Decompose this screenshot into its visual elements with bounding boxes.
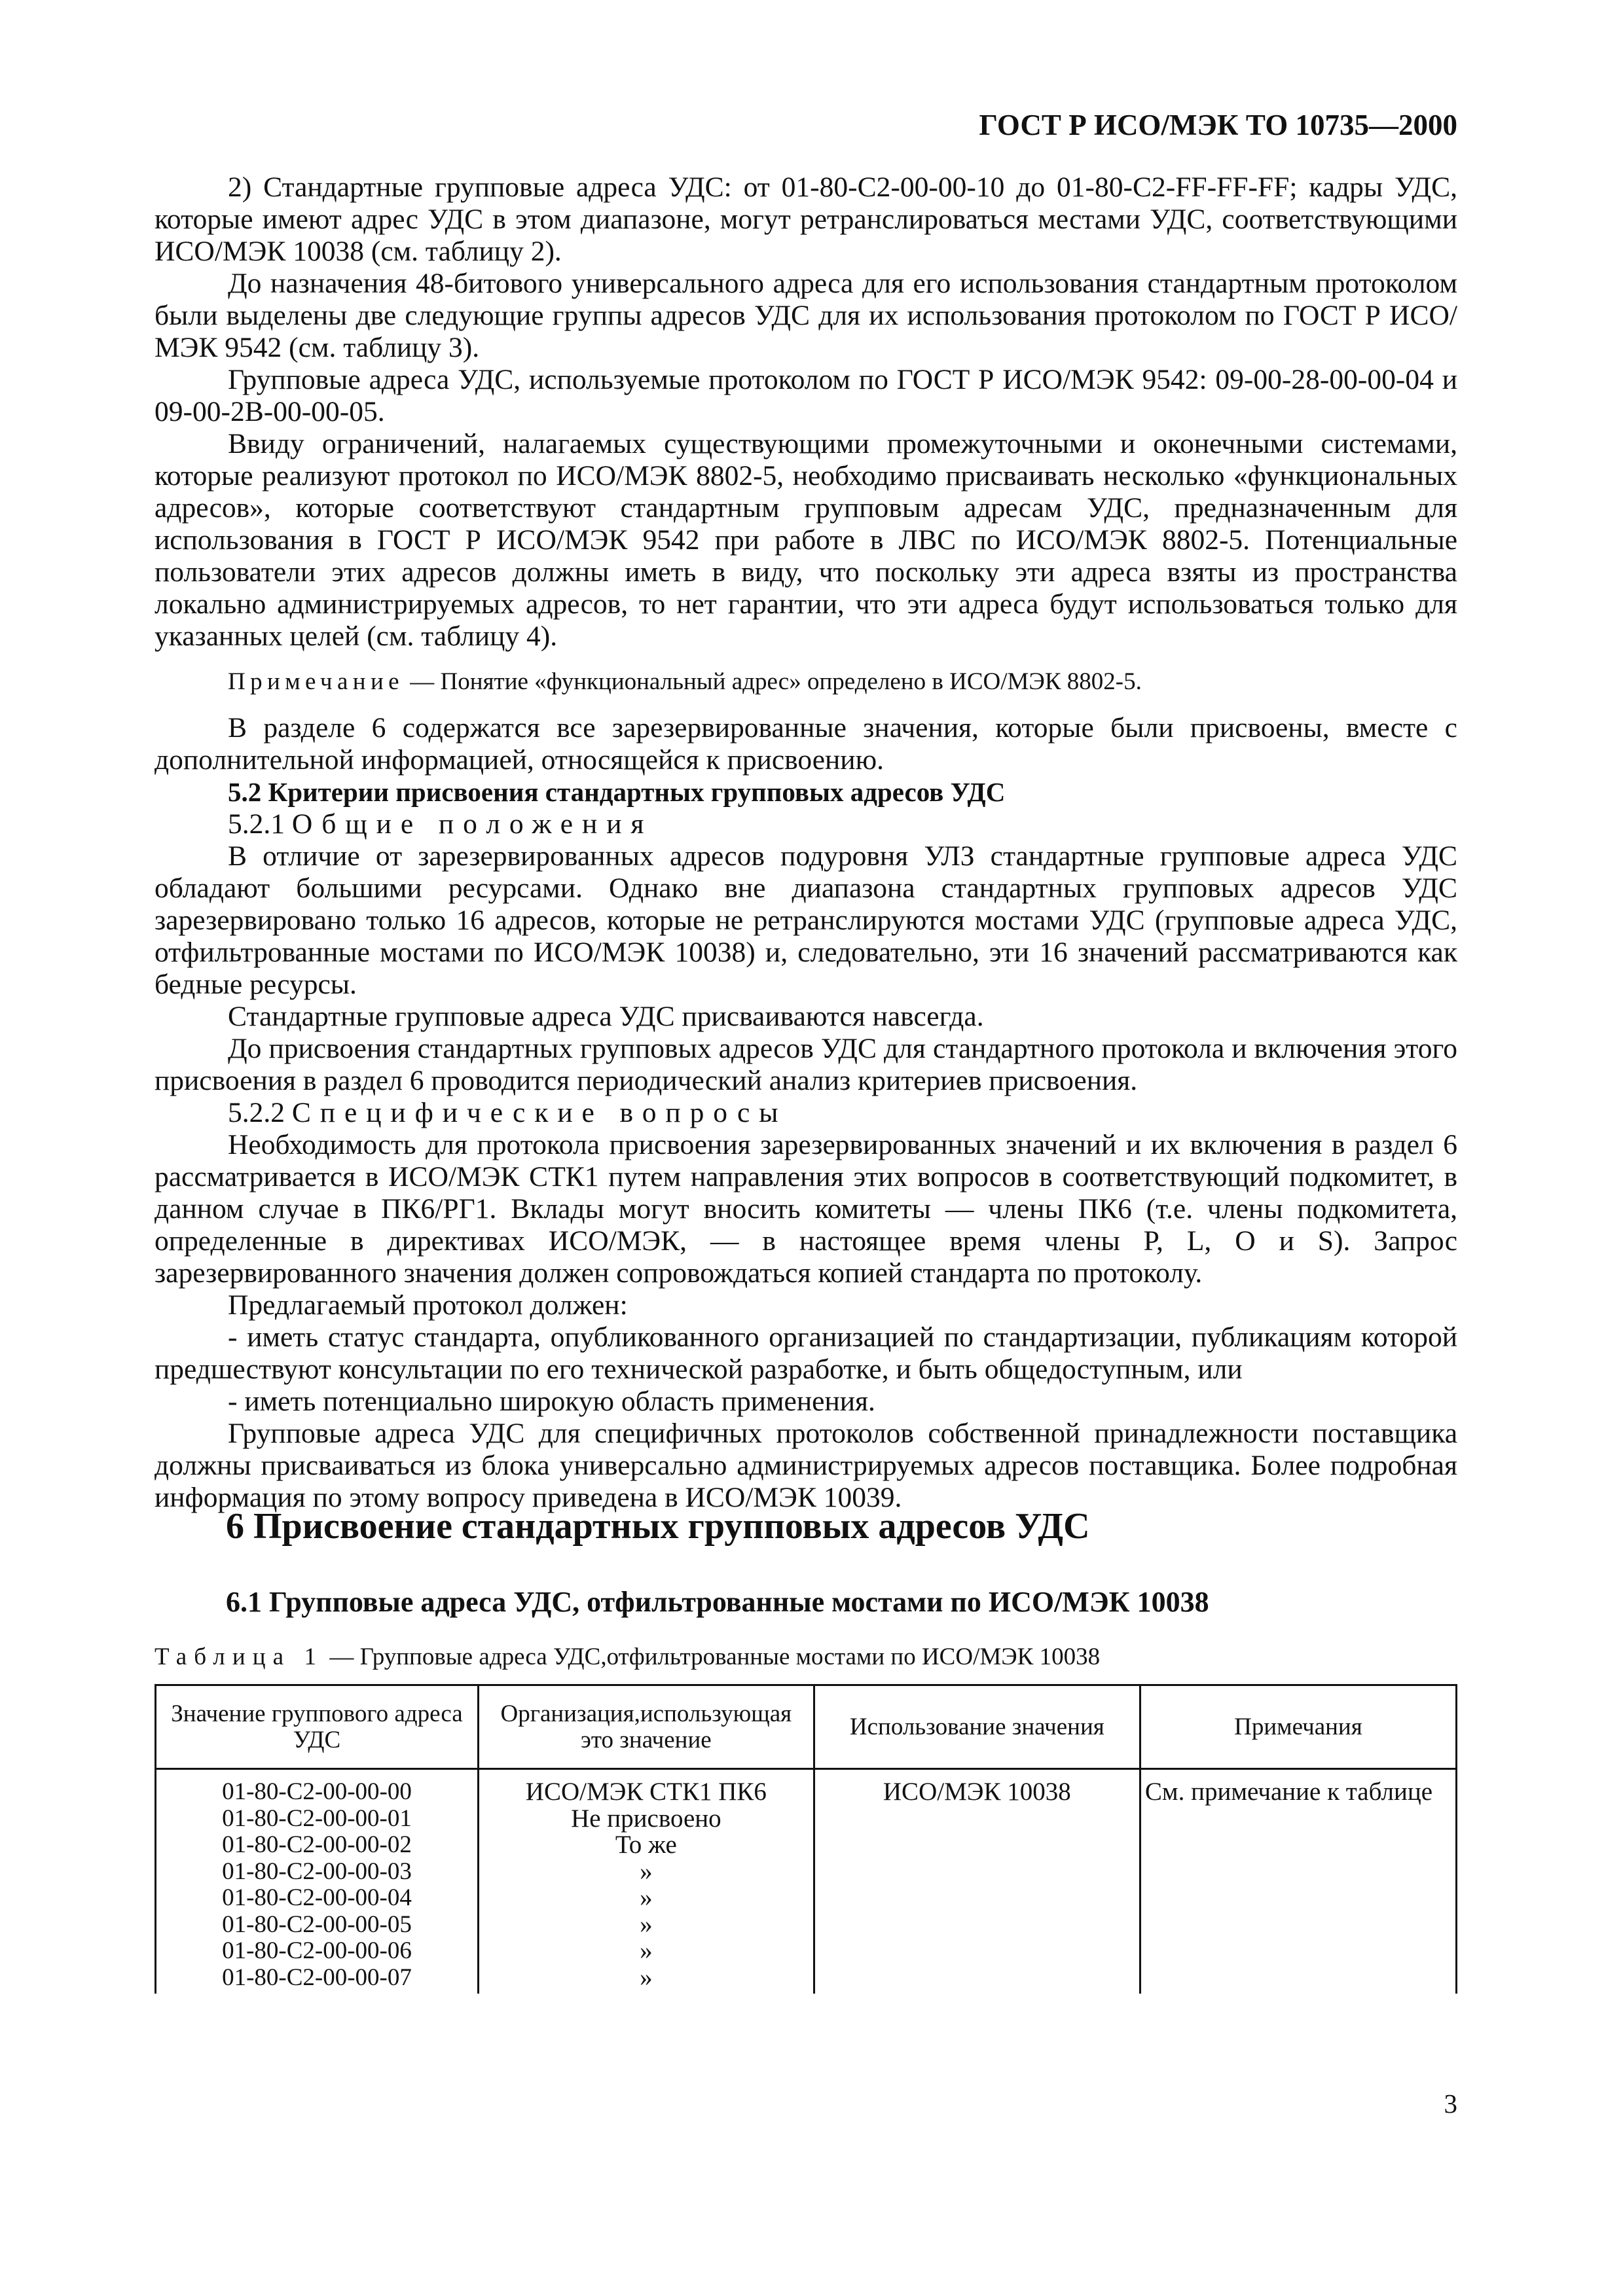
section-heading-6: 6 Присвоение стандартных групповых адресов УДС [226,1506,1090,1547]
address-value: 01-80-C2-00-00-05 [222,1910,412,1938]
note-text: — Понятие «функциональный адрес» определено в ИСО/МЭК 8802-5. [404,668,1142,695]
note [155,666,1457,698]
paragraph: В отличие от зарезервированных адресов подуровня УЛЗ стандартные групповые адреса УДС обладают большими ресурсами. Однако вне диапазона стандартных групповых адресов УДС зарезервировано только 16 адресов, которые не ретранслируются мостами УДС (групповые адреса УДС, отфильтрованные мостами по ИСО/МЭК 10038) и, следовательно, эти 16 значений рассматриваются как бедные ресурсы. [155,840,1457,1000]
address-value: 01-80-C2-00-00-02 [222,1831,412,1858]
organization-value: Не присвоено [571,1804,721,1833]
paragraph: Групповые адреса УДС, используемые протоколом по ГОСТ Р ИСО/МЭК 9542: 09-00-28-00-00-04 и 09-00-2B-00-00-05. [155,364,1457,427]
usage-cell: ИСО/МЭК 10038 [814,1769,1140,1994]
address-values-cell [156,1769,479,1994]
list-item: - иметь потенциально широкую область применения. [228,1386,875,1417]
note-label: Примечание [228,668,404,695]
organization-value: » [640,1963,653,1992]
table-row [156,1769,1457,1994]
heading-number: 5.2.2 [228,1097,285,1128]
organization-value: » [640,1857,653,1886]
address-value: 01-80-C2-00-00-00 [222,1778,412,1805]
document-code: ГОСТ Р ИСО/МЭК ТО 10735—2000 [979,109,1457,141]
group-address-table [155,1684,1457,1994]
organization-cell [478,1769,814,1994]
organization-value: То же [615,1831,677,1859]
address-value: 01-80-C2-00-00-07 [222,1964,412,1991]
paragraph: В разделе 6 содержатся все зарезервированные значения, которые были присвоены, вместе с дополнительной информацией, относящейся к присвоению. [155,712,1457,776]
subsection-heading-5-2-1 [155,808,1457,840]
table-header-row [156,1685,1457,1769]
organization-value: » [640,1937,653,1965]
heading-title: Специфические вопросы [291,1097,788,1128]
section-heading-6-1: 6.1 Групповые адреса УДС, отфильтрованные мостами по ИСО/МЭК 10038 [226,1586,1209,1618]
column-header: Использование значения [814,1685,1140,1769]
heading-number: 5.2.1 [228,808,285,840]
column-header: Значение группового адреса УДС [156,1685,479,1769]
body-text [155,171,1457,1514]
subsection-heading-5-2-2 [155,1097,1457,1129]
paragraph: 2) Стандартные групповые адреса УДС: от 01-80-C2-00-00-10 до 01-80-C2-FF-FF-FF; кадры УДС, которые имеют адрес УДС в этом диапазоне, могут ретранслироваться местами УДС, соответствующими ИСО/МЭК 10038 (см. таблицу 2). [155,171,1457,267]
column-header: Примечания [1140,1685,1456,1769]
paragraph: До присвоения стандартных групповых адресов УДС для стандартного протокола и включения этого присвоения в раздел 6 проводится периодический анализ критериев присвоения. [155,1033,1457,1096]
paragraph: До назначения 48-битового универсального адреса для его использования стандартным протоколом были выделены две следующие группы адресов УДС для их использования протоколом по ГОСТ Р ИСО/МЭК 9542 (см. таблицу 3). [155,268,1457,363]
organization-value: » [640,1910,653,1939]
table-caption-text: — Групповые адреса УДС,отфильтрованные мостами по ИСО/МЭК 10038 [323,1643,1101,1670]
column-header: Организация,использующая это значение [478,1685,814,1769]
heading-title: Общие положения [291,808,653,840]
page-number: 3 [1444,2089,1457,2119]
table-caption [155,1643,1100,1671]
notes-cell: См. примечание к таблице [1140,1769,1456,1994]
address-value: 01-80-C2-00-00-04 [222,1884,412,1911]
paragraph: Необходимость для протокола присвоения зарезервированных значений и их включения в раздел 6 рассматривается в ИСО/МЭК СТК1 путем направления этих вопросов в соответствующий подкомитет, в данном случае в ПК6/РГ1. Вклады могут вносить комитеты — члены ПК6 (т.е. члены подкомитета, определенные в директивах ИСО/МЭК, — в настоящее время члены P, L, O и S). Запрос зарезервированного значения должен сопровождаться копией стандарта по протоколу. [155,1129,1457,1289]
organization-value: ИСО/МЭК СТК1 ПК6 [525,1778,767,1806]
paragraph: Стандартные групповые адреса УДС присваиваются навсегда. [228,1001,984,1032]
paragraph: Предлагаемый протокол должен: [228,1289,628,1321]
address-value: 01-80-C2-00-00-01 [222,1804,412,1832]
paragraph: Ввиду ограничений, налагаемых существующими промежуточными и оконечными системами, которые реализуют протокол по ИСО/МЭК 8802-5, необходимо присваивать несколько «функциональных адресов», которые соответствуют стандартным групповым адресам УДС, предназначенным для использования в ГОСТ Р ИСО/МЭК 9542 при работе в ЛВС по ИСО/МЭК 8802-5. Потенциальные пользователи этих адресов должны иметь в виду, что поскольку эти адреса взяты из пространства локально администрируемых адресов, то нет гарантии, что эти адреса будут использоваться только для указанных целей (см. таблицу 4). [155,428,1457,652]
organization-value: » [640,1884,653,1912]
address-value: 01-80-C2-00-00-06 [222,1937,412,1964]
table-caption-label: Таблица 1 [155,1643,324,1670]
address-value: 01-80-C2-00-00-03 [222,1857,412,1885]
subsection-heading-5-2: 5.2 Критерии присвоения стандартных групповых адресов УДС [228,777,1006,807]
list-item: - иметь статус стандарта, опубликованного организацией по стандартизации, публикациям которой предшествуют консультации по его технической разработке, и быть общедоступным, или [155,1321,1457,1385]
paragraph: Групповые адреса УДС для специфичных протоколов собственной принадлежности поставщика должны присваиваться из блока универсально администрируемых адресов поставщика. Более подробная информация по этому вопросу приведена в ИСО/МЭК 10039. [155,1418,1457,1513]
